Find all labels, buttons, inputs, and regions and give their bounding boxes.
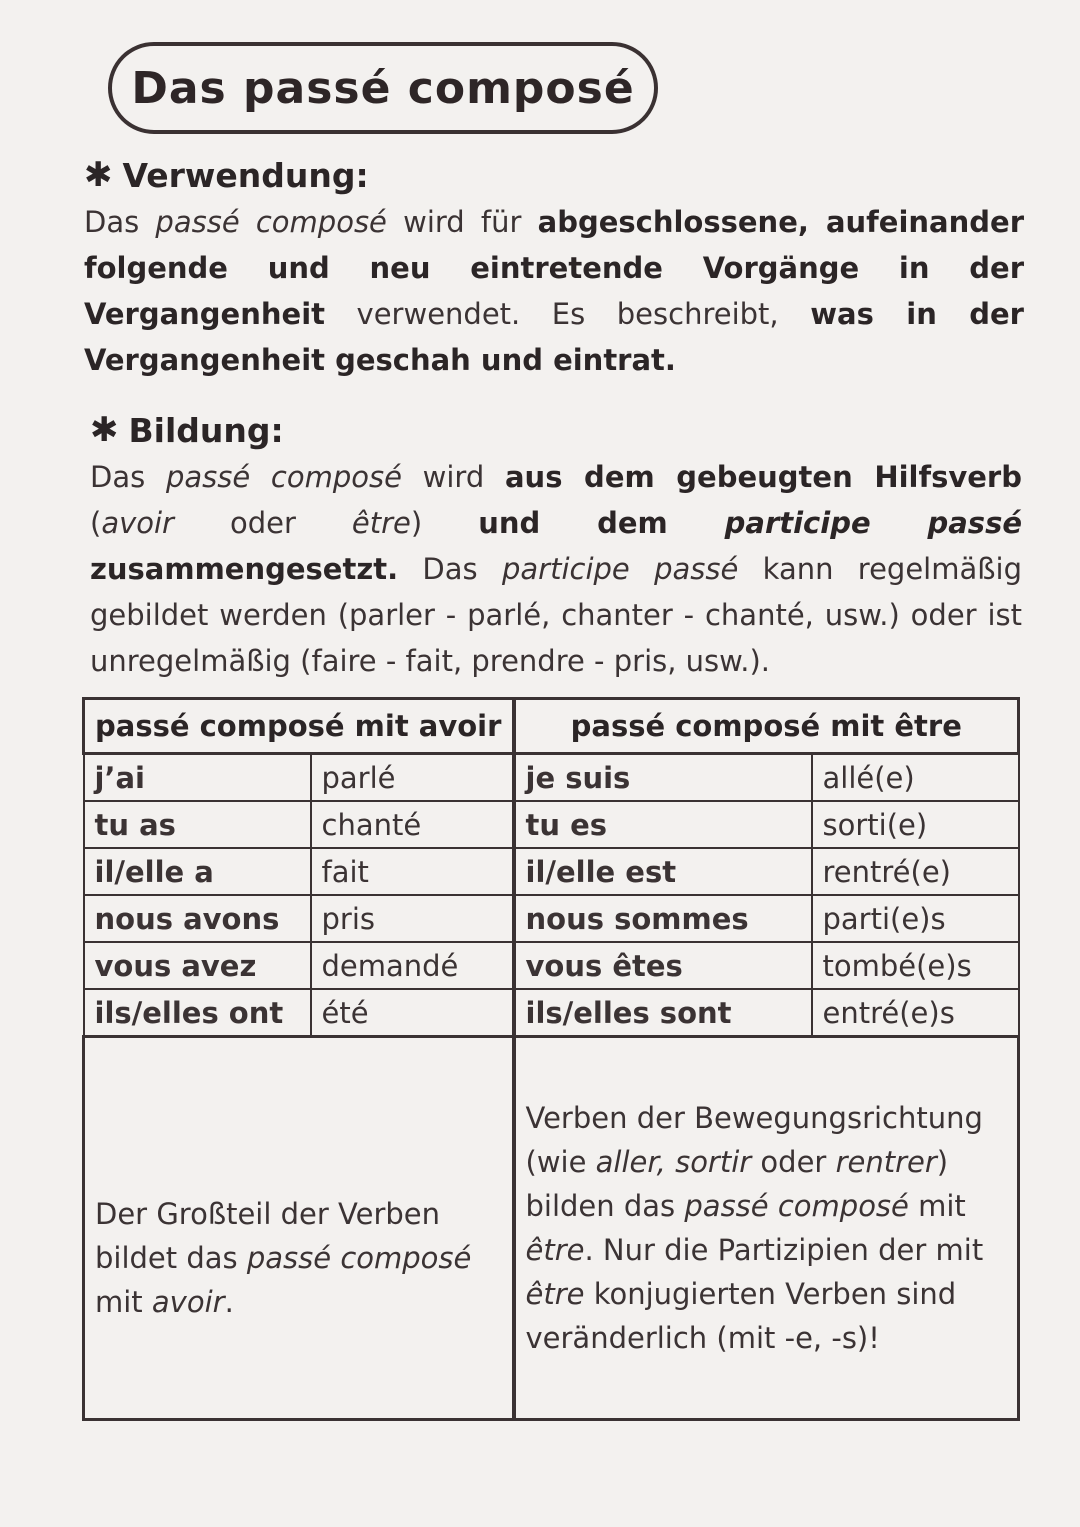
formation-heading-row: [90, 410, 1022, 450]
formation-paragraph: [90, 454, 1022, 684]
text: Der Großteil der Verben bildet das: [95, 1197, 440, 1275]
asterisk-icon: ✱: [90, 410, 119, 450]
title-frame: [108, 42, 658, 134]
page-title: Das passé composé: [131, 62, 635, 114]
text-bold: was in der Vergangenheit geschah und eintrat.: [84, 297, 1024, 377]
text-italic: aller, sortir: [595, 1145, 752, 1179]
etre-participle: allé(e): [812, 754, 1019, 802]
table-row: [84, 989, 1019, 1037]
text: Das: [84, 205, 156, 239]
table-header-row: [84, 699, 1019, 754]
text: kann regelmäßig gebildet werden (parler - parlé, chanter - chanté, usw.) oder ist unregelmäßig (faire - fait, prendre - pris, usw.).: [90, 552, 1022, 678]
text: .: [224, 1285, 234, 1319]
text: ): [410, 506, 479, 540]
etre-pronoun: ils/elles sont: [514, 989, 812, 1037]
avoir-participle: parlé: [311, 754, 514, 802]
text: Das: [398, 552, 502, 586]
usage-section: [84, 155, 1024, 383]
text-italic: avoir: [151, 1285, 225, 1319]
avoir-pronoun: ils/elles ont: [84, 989, 311, 1037]
etre-pronoun: tu es: [514, 801, 812, 848]
text: Verben der Bewegungsrichtung (wie: [525, 1101, 983, 1179]
etre-participle: parti(e)s: [812, 895, 1019, 942]
notes-row: [84, 1037, 1019, 1420]
text: mit: [95, 1285, 152, 1319]
header-etre: passé composé mit être: [514, 699, 1019, 754]
avoir-participle: pris: [311, 895, 514, 942]
etre-participle: rentré(e): [812, 848, 1019, 895]
usage-heading: Verwendung:: [122, 155, 369, 195]
etre-pronoun: nous sommes: [514, 895, 812, 942]
table-row: [84, 801, 1019, 848]
header-avoir: passé composé mit avoir: [84, 699, 514, 754]
asterisk-icon: ✱: [84, 155, 113, 195]
text-bold: zusammengesetzt.: [90, 552, 399, 586]
usage-paragraph: [84, 199, 1024, 383]
table-row: [84, 895, 1019, 942]
text-italic: être: [525, 1233, 585, 1267]
avoir-pronoun: nous avons: [84, 895, 311, 942]
avoir-pronoun: j’ai: [84, 754, 311, 802]
text-italic: être: [351, 506, 411, 540]
text: Das: [90, 460, 166, 494]
text: wird: [401, 460, 505, 494]
text-italic: passé composé: [246, 1241, 472, 1275]
text-bold: und dem: [478, 506, 725, 540]
text: oder: [751, 1145, 836, 1179]
text: (: [90, 506, 102, 540]
text: . Nur die Partizipien der mit: [584, 1233, 984, 1267]
text-italic: participe passé: [501, 552, 739, 586]
formation-section: [90, 410, 1022, 684]
avoir-note: [84, 1037, 514, 1420]
table-row: [84, 942, 1019, 989]
text-italic: être: [525, 1277, 585, 1311]
avoir-participle: fait: [311, 848, 514, 895]
text: konjugierten Verben sind veränderlich (mit -e, -s)!: [525, 1277, 957, 1355]
text-bold-italic: participe passé: [724, 506, 1023, 540]
etre-pronoun: je suis: [514, 754, 812, 802]
table-row: [84, 848, 1019, 895]
text: wird für: [386, 205, 538, 239]
etre-participle: tombé(e)s: [812, 942, 1019, 989]
avoir-participle: été: [311, 989, 514, 1037]
conjugation-table: [82, 697, 1020, 1421]
text-italic: passé composé: [684, 1189, 909, 1223]
avoir-participle: chanté: [311, 801, 514, 848]
etre-pronoun: vous êtes: [514, 942, 812, 989]
avoir-pronoun: vous avez: [84, 942, 311, 989]
avoir-participle: demandé: [311, 942, 514, 989]
text: verwendet. Es beschreibt,: [325, 297, 811, 331]
etre-pronoun: il/elle est: [514, 848, 812, 895]
avoir-pronoun: tu as: [84, 801, 311, 848]
etre-participle: entré(e)s: [812, 989, 1019, 1037]
text-italic: avoir: [101, 506, 174, 540]
text: mit: [908, 1189, 966, 1223]
text-bold: aus dem gebeugten Hilfsverb: [504, 460, 1022, 494]
text: oder: [173, 506, 352, 540]
text: ) bilden das: [525, 1145, 949, 1223]
text-bold: abgeschlossene, aufeinander folgende und neu eintretende Vorgänge in der Vergangenheit: [84, 205, 1024, 331]
table-row: [84, 754, 1019, 802]
etre-note: [514, 1037, 1019, 1420]
text-italic: passé composé: [155, 205, 387, 239]
text-italic: passé composé: [165, 460, 402, 494]
etre-participle: sorti(e): [812, 801, 1019, 848]
text-italic: rentrer: [835, 1145, 937, 1179]
usage-heading-row: [84, 155, 1024, 195]
formation-heading: Bildung:: [128, 410, 284, 450]
avoir-pronoun: il/elle a: [84, 848, 311, 895]
